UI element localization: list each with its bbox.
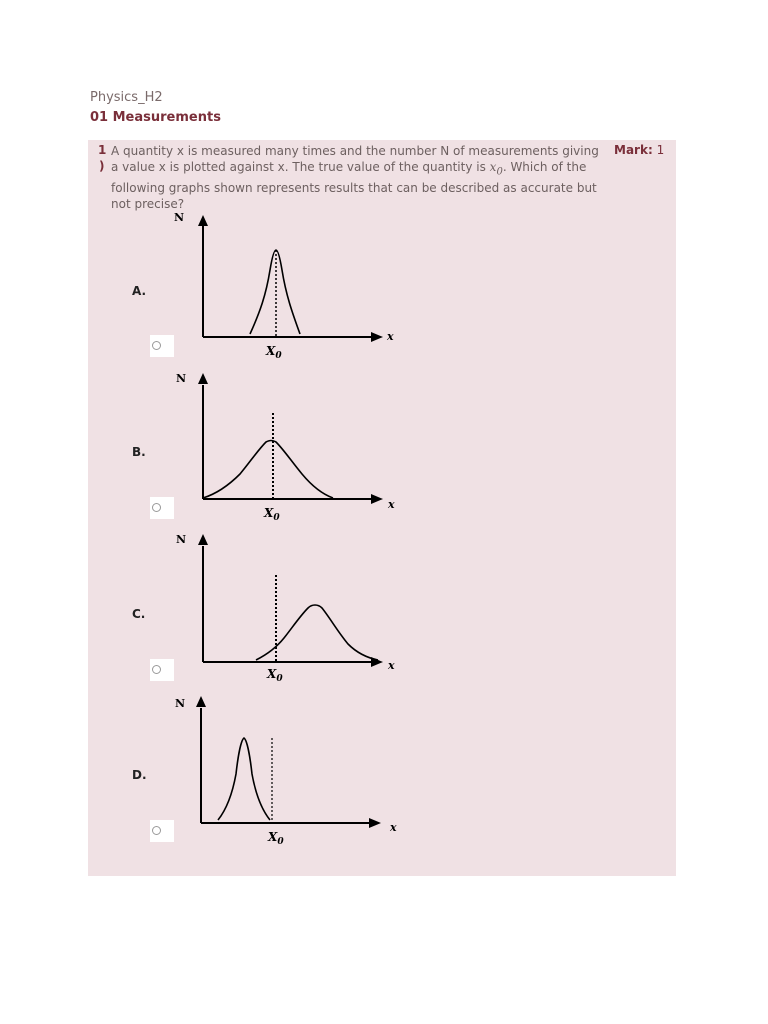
graph-c-n-label: N — [176, 533, 187, 546]
option-d-graph — [88, 140, 676, 876]
question-text-part2: . Which of the following graphs shown represents results that can be described as accurate but not precise? — [111, 160, 597, 212]
option-b-letter: B. — [132, 445, 146, 459]
topic-title: 01 Measurements — [90, 110, 221, 125]
graph-b-x0-label: $X_0$ — [264, 506, 280, 523]
mark-value: 1 — [656, 143, 665, 157]
question-box — [88, 140, 676, 876]
graph-d-x-label: x — [390, 821, 397, 834]
question-text-part1: A quantity x is measured many times and the number N of measurements giving a value x is plotted against x. The true value of the quantity is — [111, 144, 599, 174]
option-d-letter: D. — [132, 768, 147, 782]
graph-d-n-label: N — [175, 697, 186, 710]
option-c-letter: C. — [132, 607, 146, 621]
graph-a-n-label: N — [174, 211, 185, 224]
question-number: 1 — [98, 143, 107, 157]
graph-d-x0-label: $X_0$ — [268, 830, 284, 847]
graph-c-x-label: x — [388, 659, 395, 672]
question-number-paren: ) — [99, 159, 105, 173]
graph-d-y-arrow — [196, 696, 206, 707]
option-a-letter: A. — [132, 284, 147, 298]
graph-a-x0-label: $X_0$ — [266, 344, 282, 361]
graph-d-curve — [218, 738, 270, 820]
graph-c-x0-label: $X_0$ — [267, 667, 283, 684]
mark-label: Mark: 1 — [614, 143, 665, 157]
graph-d-x-arrow — [369, 818, 381, 828]
true-value-symbol: $x_0$ — [489, 160, 503, 178]
graph-b-n-label: N — [176, 372, 187, 385]
course-title: Physics_H2 — [90, 90, 163, 105]
graph-b-x-label: x — [388, 498, 395, 511]
graph-a-x-label: x — [387, 330, 394, 343]
